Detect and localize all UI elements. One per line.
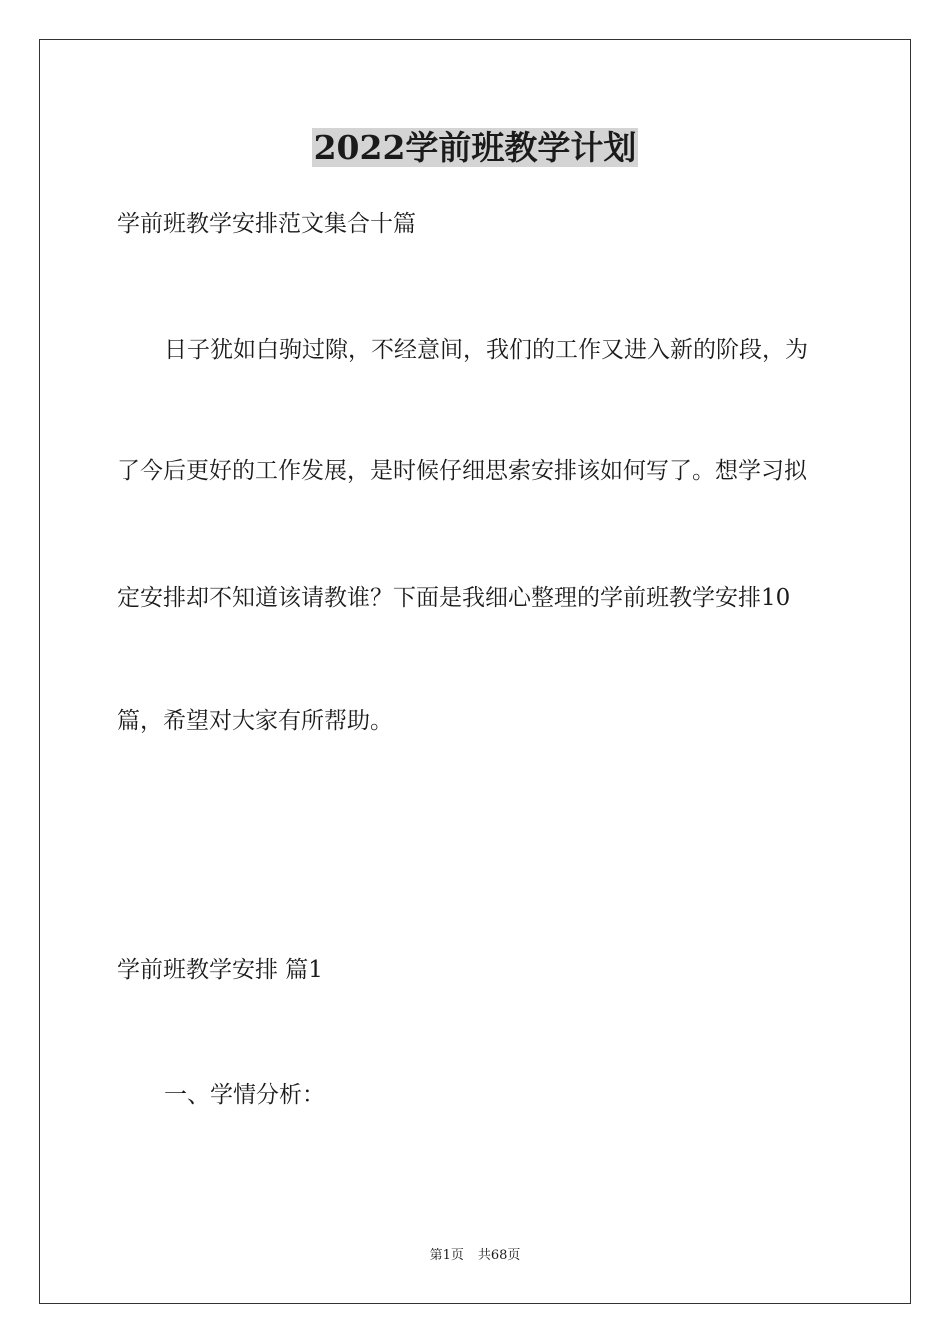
- intro-line-3: 定安排却不知道该请教谁？下面是我细心整理的学前班教学安排10: [117, 585, 791, 611]
- page-footer: [0, 1247, 950, 1265]
- intro-line-2: 了今后更好的工作发展，是时候仔细思索安排该如何写了。想学习拟: [117, 458, 807, 484]
- page-number: 第1页: [429, 1248, 464, 1263]
- section-heading: 学前班教学安排 篇1: [117, 957, 323, 983]
- page-total: 共68页: [477, 1248, 521, 1263]
- document-title-text: 2022学前班教学计划: [313, 128, 637, 167]
- document-subtitle: 学前班教学安排范文集合十篇: [117, 211, 416, 237]
- document-title: [0, 128, 950, 168]
- intro-line-4: 篇，希望对大家有所帮助。: [117, 708, 393, 734]
- subsection-heading: 一、学情分析：: [164, 1082, 325, 1108]
- intro-line-1: 日子犹如白驹过隙，不经意间，我们的工作又进入新的阶段，为: [164, 337, 808, 363]
